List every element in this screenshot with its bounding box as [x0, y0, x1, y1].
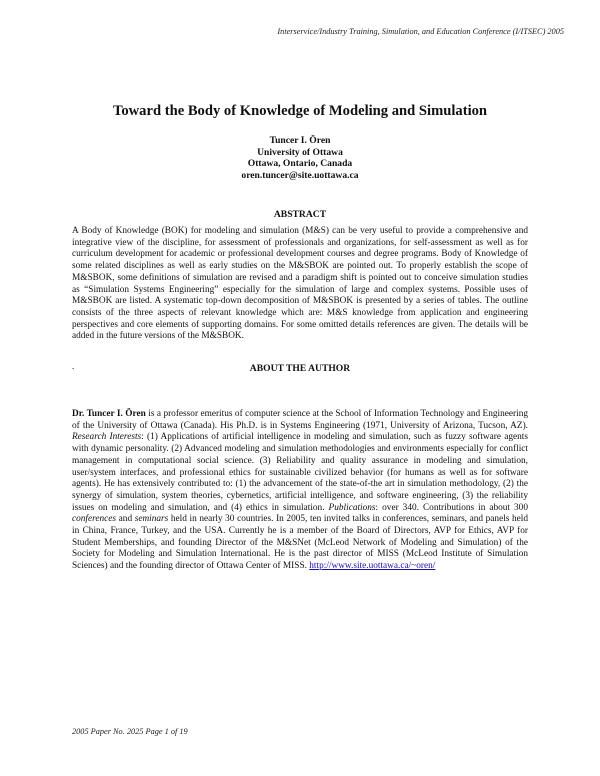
seminars-label: seminars: [134, 514, 169, 525]
about-author-heading: ABOUT THE AUTHOR: [249, 363, 351, 374]
author-name: Tuncer I. Ören: [269, 135, 331, 146]
separator-dot: .: [72, 361, 75, 371]
author-bio: [72, 409, 528, 573]
running-header: Interservice/Industry Training, Simulation, and Education Conference (I/ITSEC) 2005: [277, 27, 564, 36]
abstract-text: A Body of Knowledge (BOK) for modeling and simulation (M&S) can be very useful to provide a comprehensive and integrative view of the discipline, for assessment of professionals and organizations, for self-assessment as well as for curriculum development for academic or professional development courses and degree programs. Body of Knowledge of some related disciplines as well as early studies on the M&SBOK are pointed out. To properly establish the scope of M&SBOK, some definitions of simulation are revised and a paradigm shift is pointed out to conceive simulation studies as “Simulation Systems Engineering” especially for the simulation of large and complex systems. Possible uses of M&SBOK are listed. A systematic top-down decomposition of M&SBOK is presented by a series of tables. The outline consists of the three aspects of relevant knowledge which are: M&S knowledge from application and engineering perspectives and core elements of supporting domains. For some omitted details references are given. The details will be added in the future versions of the M&SBOK.: [72, 226, 528, 342]
publications-label: Publications: [328, 502, 376, 513]
research-interests-label: Research Interests: [72, 432, 142, 443]
author-homepage-link[interactable]: http://www.site.uottawa.ca/~oren/: [309, 561, 436, 572]
author-block: [0, 135, 600, 181]
paper-title: Toward the Body of Knowledge of Modeling and Simulation: [112, 103, 488, 119]
abstract-heading: ABSTRACT: [273, 209, 327, 220]
bio-author-name: Dr. Tuncer I. Ören: [72, 409, 146, 419]
author-location: Ottawa, Ontario, Canada: [247, 158, 353, 169]
author-affiliation: University of Ottawa: [257, 146, 343, 158]
bio-text-2: : (1) Applications of artificial intelligence in modeling and simulation, such as fuzzy software agents with dynamic personality. (2) Advanced modeling and simulation methodologies and environments especially for conflict management in computational social science. (3) Reliability and quality assurance in modeling and simulation, user/system interfaces, and professional ethics for sustainable civilized behavior (for humans as well as for software agents). He has extensively contributed to: (1) the advancement of the state-of-the art in simulation methodology, (2) the synergy of simulation, system theories, cybernetics, artificial intelligence, and software engineering, (3) the reliability issues on modeling and simulation, and (4) ethics in simulation.: [72, 432, 528, 513]
bio-text-3: : over 340. Contributions in about 300: [375, 502, 528, 513]
bio-text-4: and: [116, 514, 135, 525]
bio-text-5: held in nearly 30 countries. In 2005, ten invited talks in conferences, seminars, and panels held in China, France, Turkey, and the USA. Currently he is a member of the Board of Directors, AVP for Ethics, AVP for Student Memberships, and founding Director of the M&SNet (McLeod Network of Modeling and Simulation) of the Society for Modeling and Simulation International. He is the past director of MISS (McLeod Institute of Simulation Sciences) and the founding director of Ottawa Center of MISS.: [72, 514, 529, 572]
page-footer: 2005 Paper No. 2025 Page 1 of 19: [72, 727, 188, 736]
author-email: oren.tuncer@site.uottawa.ca: [241, 169, 359, 181]
bio-text-1: is a professor emeritus of computer science at the School of Information Technology and Engineering of the University of Ottawa (Canada). His Ph.D. is in Systems Engineering (1971, University of Arizona, Tucson, AZ).: [72, 409, 528, 431]
conferences-label: conferences: [72, 514, 117, 525]
